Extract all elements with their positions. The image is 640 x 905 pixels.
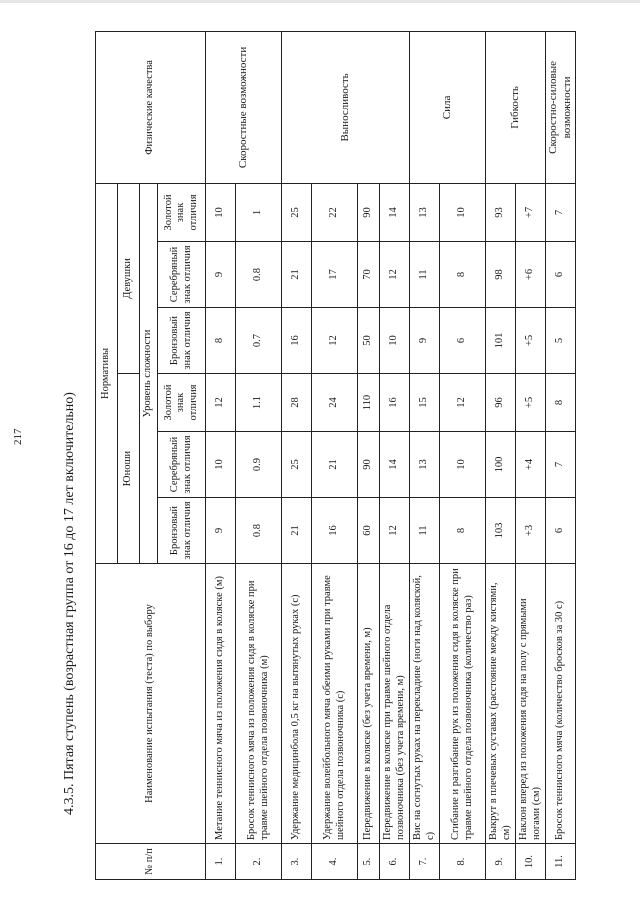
header-norms: Нормативы	[96, 183, 118, 563]
norm-value: 8	[440, 242, 486, 308]
row-number: 3.	[282, 844, 312, 880]
table-row	[410, 31, 440, 879]
norm-value: 16	[380, 374, 410, 432]
norm-value: 10	[440, 183, 486, 241]
norm-value: 25	[282, 183, 312, 241]
norm-value: 11	[410, 498, 440, 564]
norm-value: 25	[282, 432, 312, 498]
norm-value: 1.1	[236, 374, 282, 432]
test-name: Удержание волейбольного мяча обеими руками при травме шейного отдела позвоночника (с)	[312, 564, 358, 844]
header-boys: Юноши	[118, 374, 140, 564]
row-number: 11.	[546, 844, 576, 880]
header-girls-bronze: Бронзовый знак отличия	[158, 308, 206, 374]
header-boys-silver: Серебряный знак отличия	[158, 432, 206, 498]
norm-value: +5	[516, 374, 546, 432]
physical-quality: Гибкость	[486, 31, 546, 183]
norm-value: 8	[206, 308, 236, 374]
test-name: Удержание медицинбола 0,5 кг на вытянутых руках (с)	[282, 564, 312, 844]
physical-quality: Выносливость	[282, 31, 410, 183]
norm-value: 70	[358, 242, 380, 308]
norm-value: 0.9	[236, 432, 282, 498]
physical-quality: Скоростные возможности	[206, 31, 282, 183]
table-row	[486, 31, 516, 879]
test-name: Выкрут в плечевых суставах (расстояние между кистями, см)	[486, 564, 516, 844]
test-name: Сгибание и разгибание рук из положения сидя в коляске при травме шейного отдела позвоночника (количество раз)	[440, 564, 486, 844]
row-number: 10.	[516, 844, 546, 880]
norm-value: 11	[410, 242, 440, 308]
norm-value: 60	[358, 498, 380, 564]
norm-value: +7	[516, 183, 546, 241]
header-num: № п/п	[96, 844, 206, 880]
norm-value: 6	[546, 498, 576, 564]
norm-value: 21	[312, 432, 358, 498]
norm-value: 21	[282, 242, 312, 308]
norm-value: 16	[282, 308, 312, 374]
norm-value: 10	[380, 308, 410, 374]
norm-value: 6	[546, 242, 576, 308]
row-number: 9.	[486, 844, 516, 880]
norms-table	[95, 31, 576, 880]
norm-value: 0.8	[236, 242, 282, 308]
norm-value: 8	[440, 498, 486, 564]
norm-value: 17	[312, 242, 358, 308]
norm-value: 12	[380, 498, 410, 564]
norm-value: +3	[516, 498, 546, 564]
row-number: 1.	[206, 844, 236, 880]
page-number: 217	[12, 428, 24, 445]
norm-value: 96	[486, 374, 516, 432]
norm-value: 16	[312, 498, 358, 564]
test-name: Передвижение в коляске (без учета времени, м)	[358, 564, 380, 844]
scan-edge	[0, 0, 640, 3]
physical-quality: Сила	[410, 31, 486, 183]
row-number: 5.	[358, 844, 380, 880]
header-girls-silver: Серебряный знак отличия	[158, 242, 206, 308]
test-name: Вис на согнутых руках на перекладине (ноги над коляской, с)	[410, 564, 440, 844]
norm-value: 12	[206, 374, 236, 432]
norm-value: 9	[206, 498, 236, 564]
norm-value: 14	[380, 432, 410, 498]
norm-value: 90	[358, 432, 380, 498]
norm-value: 101	[486, 308, 516, 374]
norm-value: +4	[516, 432, 546, 498]
norm-value: 8	[546, 374, 576, 432]
header-girls-gold: Золотой знак отличия	[158, 183, 206, 241]
header-girls: Девушки	[118, 183, 140, 373]
norm-value: 9	[410, 308, 440, 374]
norm-value: +6	[516, 242, 546, 308]
norm-value: 12	[312, 308, 358, 374]
norm-value: 15	[410, 374, 440, 432]
norm-value: 12	[380, 242, 410, 308]
norm-value: 98	[486, 242, 516, 308]
norm-value: 6	[440, 308, 486, 374]
norm-value: 12	[440, 374, 486, 432]
norm-value: 103	[486, 498, 516, 564]
test-name: Бросок теннисного мяча (количество бросков за 30 с)	[546, 564, 576, 844]
row-number: 2.	[236, 844, 282, 880]
norm-value: 22	[312, 183, 358, 241]
norm-value: 100	[486, 432, 516, 498]
norm-value: 14	[380, 183, 410, 241]
norm-value: 10	[206, 183, 236, 241]
norm-value: 10	[206, 432, 236, 498]
section-heading: 4.3.5. Пятая ступень (возрастная группа от 16 до 17 лет включительно)	[62, 392, 77, 815]
norm-value: 90	[358, 183, 380, 241]
row-number: 7.	[410, 844, 440, 880]
norm-value: 9	[206, 242, 236, 308]
table-row	[546, 31, 576, 879]
norm-value: 28	[282, 374, 312, 432]
physical-quality: Скоростно-силовые возможности	[546, 31, 576, 183]
header-boys-gold: Золотой знак отличия	[158, 374, 206, 432]
table-row	[206, 31, 236, 879]
test-name: Передвижение в коляске при травме шейного отдела позвоночника (без учета времени, м)	[380, 564, 410, 844]
table-body	[206, 31, 576, 879]
header-boys-bronze: Бронзовый знак отличия	[158, 498, 206, 564]
norm-value: 5	[546, 308, 576, 374]
norm-value: 21	[282, 498, 312, 564]
norm-value: 13	[410, 432, 440, 498]
rotated-table-wrapper	[95, 31, 576, 880]
header-test-name: Наименование испытания (теста) по выбору	[96, 564, 206, 844]
header-physical-quality: Физические качества	[96, 31, 206, 183]
norm-value: 1	[236, 183, 282, 241]
row-number: 8.	[440, 844, 486, 880]
norm-value: 0.7	[236, 308, 282, 374]
header-difficulty: Уровень сложности	[140, 183, 158, 563]
norm-value: 93	[486, 183, 516, 241]
norm-value: 110	[358, 374, 380, 432]
norm-value: 13	[410, 183, 440, 241]
norm-value: 10	[440, 432, 486, 498]
norm-value: 24	[312, 374, 358, 432]
test-name: Наклон вперед из положения сидя на полу с прямыми ногами (см)	[516, 564, 546, 844]
row-number: 4.	[312, 844, 358, 880]
test-name: Метание теннисного мяча из положения сидя в коляске (м)	[206, 564, 236, 844]
norm-value: 7	[546, 183, 576, 241]
norm-value: +5	[516, 308, 546, 374]
norm-value: 0.8	[236, 498, 282, 564]
norm-value: 7	[546, 432, 576, 498]
row-number: 6.	[380, 844, 410, 880]
test-name: Бросок теннисного мяча из положения сидя в коляске при травме шейного отдела позвоночника (м)	[236, 564, 282, 844]
norm-value: 50	[358, 308, 380, 374]
table-row	[282, 31, 312, 879]
